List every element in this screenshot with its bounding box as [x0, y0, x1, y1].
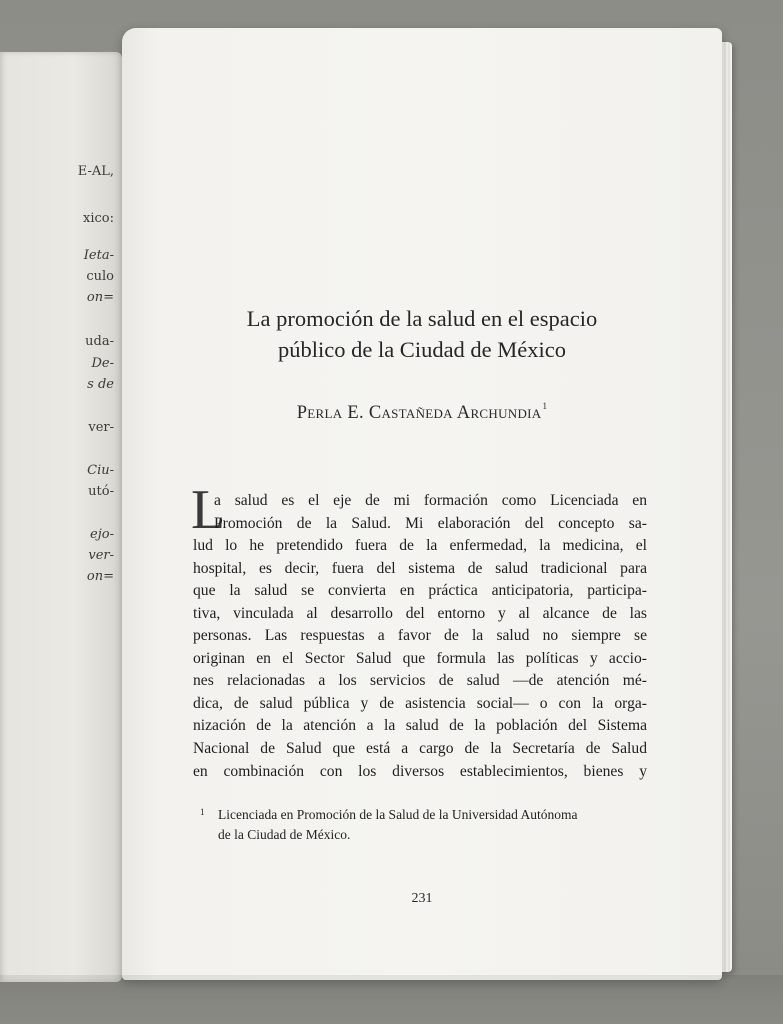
left-fragment-text: s de — [87, 377, 114, 392]
chapter-title-line-1: La promoción de la salud en el espacio — [246, 306, 598, 331]
left-page — [0, 52, 122, 982]
left-fragment-text: Ciu- — [87, 463, 114, 478]
left-fragment-text: utó- — [88, 484, 114, 499]
table-shadow — [0, 975, 783, 1024]
page-number: 231 — [411, 891, 433, 906]
body-line: lud lo he pretendido fuera de la enfermedad, la medicina, el — [193, 537, 647, 555]
left-fragment-text: xico: — [83, 211, 114, 226]
body-line: originan en el Sector Salud que formula las políticas y accio- — [193, 649, 647, 667]
chapter-title — [182, 303, 662, 365]
body-line: tiva, vinculada al desarrollo del entorno y al alcance de las — [193, 604, 647, 622]
left-fragment-text: De- — [91, 356, 114, 371]
left-fragment-text: Ieta- — [83, 248, 114, 263]
footnote-mark: 1 — [200, 807, 205, 817]
body-line: nización de la atención a la salud de la población del Sistema — [193, 717, 647, 735]
left-fragment-text: ver- — [88, 420, 114, 435]
body-line: Promoción de la Salud. Mi elaboración del concepto sa- — [214, 514, 647, 532]
left-fragment-text: on= — [86, 569, 114, 584]
body-line: a salud es el eje de mi formación como Licenciada en — [214, 492, 647, 509]
footnote-text — [218, 805, 640, 845]
body-line: que la salud se convierta en práctica anticipatoria, participa- — [193, 582, 647, 600]
author-name-text: Perla E. Castañeda Archundia — [296, 403, 542, 423]
body-paragraph — [193, 490, 647, 783]
left-fragment-text: ejo- — [90, 527, 114, 542]
drop-cap: L — [191, 479, 226, 541]
body-line: personas. Las respuestas a favor de la salud no siempre se — [193, 627, 647, 645]
chapter-title-line-2: público de la Ciudad de México — [277, 337, 567, 362]
body-line: nes relacionadas a los servicios de salud —de atención mé- — [193, 672, 647, 690]
body-line: Nacional de Salud que está a cargo de la Secretaría de Salud — [193, 740, 647, 758]
author-name — [182, 401, 662, 424]
author-footnote-ref: 1 — [542, 401, 548, 411]
left-fragment-text: uda- — [85, 334, 114, 349]
left-fragment-text: E-AL, — [77, 164, 114, 179]
left-fragment-text: on= — [86, 290, 114, 305]
right-page — [122, 28, 722, 980]
footnote-line-1: Licenciada en Promoción de la Salud de la Universidad Autónoma — [218, 807, 578, 822]
footnote-line-2: de la Ciudad de México. — [218, 827, 351, 842]
left-fragment-text: ver- — [88, 548, 114, 563]
body-line: en combinación con los diversos establecimientos, bienes y — [193, 762, 647, 780]
left-fragment-text: culo — [86, 269, 114, 284]
footnote — [200, 805, 640, 845]
body-line: hospital, es decir, fuera del sistema de salud tradicional para — [193, 559, 647, 577]
body-line: dica, de salud pública y de asistencia social— o con la orga- — [193, 694, 647, 712]
